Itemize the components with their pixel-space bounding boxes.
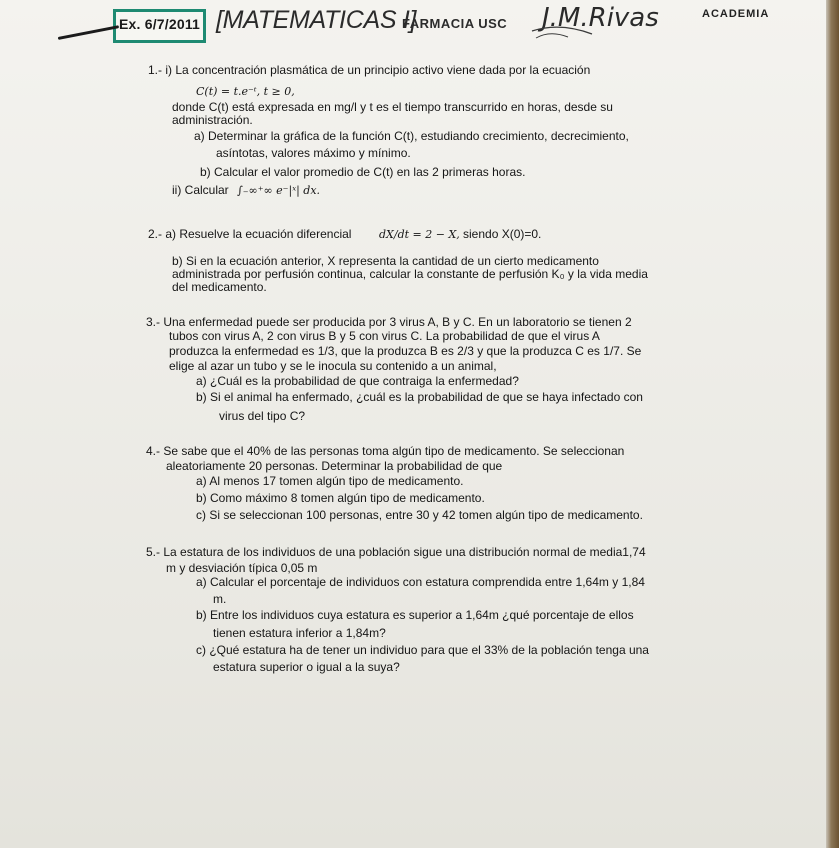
q2-part-a-condition: siendo X(0)=0.: [463, 227, 542, 241]
academy-logo: [520, 0, 700, 40]
q1-part-ii-label: ii) Calcular: [172, 183, 229, 197]
q3-part-a: a) ¿Cuál es la probabilidad de que contraiga la enfermedad?: [196, 374, 519, 388]
q2-part-b-line2: administrada por perfusión continua, calcular la constante de perfusión K₀ y la vida media: [172, 267, 648, 281]
q5-part-a-line1: a) Calcular el porcentaje de individuos con estatura comprendida entre 1,64m y 1,84: [196, 575, 645, 589]
academy-label: ACADEMIA: [702, 8, 770, 20]
q1-intro: 1.- i) La concentración plasmática de un principio activo viene dada por la ecuación: [148, 63, 591, 77]
q3-line2: tubos con virus A, 2 con virus B y 5 con virus C. La probabilidad de que el virus A: [169, 329, 600, 343]
q5-part-b-line2: tienen estatura inferior a 1,84m?: [213, 626, 386, 640]
q3-line4: elige al azar un tubo y se le inocula su contenido a un animal,: [169, 359, 497, 373]
q2-part-a-equation: dX/dt = 2 − X,: [379, 228, 460, 241]
q1-part-a-line2: asíntotas, valores máximo y mínimo.: [216, 146, 411, 160]
q4-line1: 4.- Se sabe que el 40% de las personas toma algún tipo de medicamento. Se seleccionan: [146, 444, 625, 458]
logo-text: J.M.Rivas: [542, 3, 659, 33]
q3-line3: produzca la enfermedad es 1/3, que la produzca B es 2/3 y que la produzca C es 1/7. Se: [169, 344, 642, 358]
q5-part-c-line1: c) ¿Qué estatura ha de tener un individuo para que el 33% de la población tenga una: [196, 643, 649, 657]
table-edge: [826, 0, 839, 848]
q4-line2: aleatoriamente 20 personas. Determinar la probabilidad de que: [166, 459, 503, 473]
q5-part-a-line2: m.: [213, 592, 227, 606]
faculty-label: FARMACIA USC: [402, 16, 508, 31]
q3-part-b-line2: virus del tipo C?: [219, 409, 306, 423]
q1-text-line2: administración.: [172, 113, 253, 127]
q5-part-c-line2: estatura superior o igual a la suya?: [213, 660, 400, 674]
q1-part-ii-integral: ∫₋∞⁺∞ e⁻|ˣ| dx.: [237, 184, 321, 197]
q1-formula: C(t) = t.e⁻ᵗ, t ≥ 0,: [196, 85, 295, 98]
q3-part-b-line1: b) Si el animal ha enfermado, ¿cuál es la probabilidad de que se haya infectado con: [196, 390, 643, 404]
q5-line2: m y desviación típica 0,05 m: [166, 561, 318, 575]
q2-part-a-label: 2.- a) Resuelve la ecuación diferencial: [148, 227, 352, 241]
q5-line1: 5.- La estatura de los individuos de una población sigue una distribución normal de media1,74: [146, 545, 646, 559]
exam-date: Ex. 6/7/2011: [119, 16, 201, 32]
q2-part-b-line1: b) Si en la ecuación anterior, X representa la cantidad de un cierto medicamento: [172, 254, 599, 268]
q4-part-c: c) Si se seleccionan 100 personas, entre 30 y 42 tomen algún tipo de medicamento.: [196, 508, 643, 522]
q1-part-a-line1: a) Determinar la gráfica de la función C(t), estudiando crecimiento, decrecimiento,: [194, 129, 629, 143]
q3-line1: 3.- Una enfermedad puede ser producida por 3 virus A, B y C. En un laboratorio se tienen 2: [146, 315, 632, 329]
q5-part-b-line1: b) Entre los individuos cuya estatura es superior a 1,64m ¿qué porcentaje de ellos: [196, 608, 634, 622]
q4-part-a: a) Al menos 17 tomen algún tipo de medicamento.: [196, 474, 464, 488]
q1-part-b: b) Calcular el valor promedio de C(t) en las 2 primeras horas.: [200, 165, 526, 179]
q2-part-b-line3: del medicamento.: [172, 280, 267, 294]
subject-title: [MATEMATICAS I]: [216, 6, 417, 34]
q1-text-line1: donde C(t) está expresada en mg/l y t es el tiempo transcurrido en horas, desde su: [172, 100, 613, 114]
q4-part-b: b) Como máximo 8 tomen algún tipo de medicamento.: [196, 491, 485, 505]
